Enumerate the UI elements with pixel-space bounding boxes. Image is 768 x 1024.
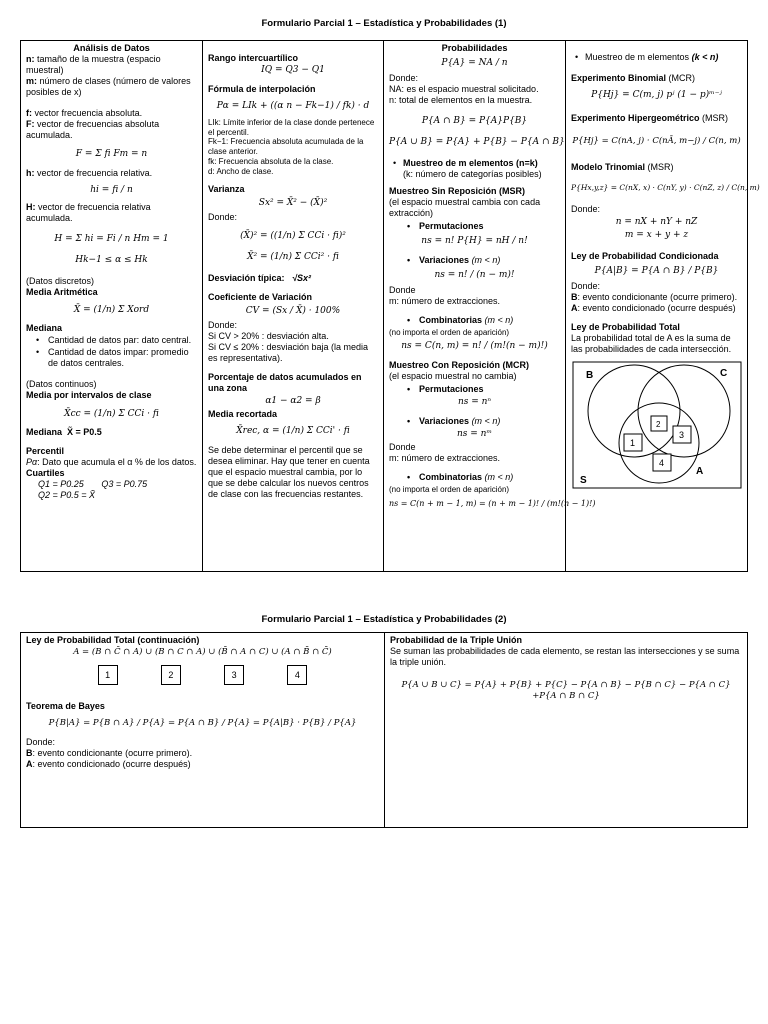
column-dispersion: [202, 41, 383, 571]
triple-union-text: Se suman las probabilidades de cada elemento, se restan las intersecciones y se suma la triple unión.: [390, 645, 740, 667]
comb2-note: (no importa el orden de aparición): [389, 485, 510, 495]
label-datos-continuos: (Datos continuos): [26, 378, 97, 389]
formula-interpolacion: Pα = LIk + ((α n − Fk−1) / fk) · d: [216, 100, 370, 111]
def-a-condicionado: A: evento condicionado (ocurre después): [26, 758, 191, 769]
heading-mediana: Mediana: [26, 322, 63, 333]
formula-media-recortada: X̄rec, α = (1/n) Σ CCi' · fi: [236, 425, 350, 436]
heading-media-recortada: Media recortada: [208, 408, 278, 419]
formula-bayes: P{B|A} = P{B ∩ A} / P{A} = P{A ∩ B} / P{A} = P{A|B} · P{B} / P{A}: [48, 718, 357, 729]
heading-triple-union: Probabilidad de la Triple Unión: [390, 635, 523, 645]
heading-varianza: Varianza: [208, 184, 245, 195]
formula-x2bar: X̄² = (1/n) Σ CCi² · fi: [247, 252, 339, 263]
def-f: f: vector frecuencia absoluta.: [26, 108, 143, 119]
column-prob-total-bayes: [21, 633, 384, 827]
formula-trinomial: P{Hx,y,z} = C(nX, x) · C(nY, y) · C(nZ, z) / C(n, m): [571, 183, 760, 193]
label-donde: Donde:: [571, 281, 601, 292]
formula-combinatorias-mcr: ns = C(n + m − 1, m) = (n + m − 1)! / (m!(n − 1)!): [389, 498, 596, 508]
def-m: m: número de clases (número de valores posibles de x): [26, 76, 191, 98]
column-triple-union: [384, 633, 747, 827]
cuartiles-line: Q1 = P0.25 Q3 = P0.75: [38, 479, 148, 490]
list-item: • Muestreo de m elementos (n=k) (k: número de categorías posibles): [389, 158, 560, 180]
list-item: • Cantidad de datos par: dato central.: [26, 335, 197, 346]
mcr-note: (el espacio muestral no cambia): [389, 371, 517, 382]
label-donde: Donde:: [571, 204, 601, 215]
formula-cv: CV = (Sx / X̄) · 100%: [245, 306, 341, 317]
venn-region-4-label: 4: [658, 458, 664, 468]
formula-h: hi = fi / n: [90, 184, 133, 195]
heading-cuartiles: Cuartiles: [26, 468, 65, 479]
formula-sheet-2: [20, 632, 748, 828]
list-item: • Variaciones (m < n): [389, 255, 560, 266]
cv-alta: Si CV > 20% : desviación alta.: [208, 331, 329, 342]
formula-rango: IQ = Q3 − Q1: [261, 64, 325, 75]
formula-m-total: m = x + y + z: [624, 230, 689, 241]
venn-diagram: [572, 361, 742, 489]
label-donde: Donde:: [26, 736, 56, 747]
heading-prob-total-cont: Ley de Probabilidad Total (continuación): [26, 635, 200, 645]
formula-variaciones: ns = n! / (n − m)!: [434, 269, 515, 280]
def-n: n: tamaño de la muestra (espacio muestral): [26, 54, 161, 76]
formula-media: X̄ = (1/n) Σ Xord: [73, 304, 150, 315]
label-donde: Donde:: [208, 212, 238, 223]
partition-box-1: 1: [98, 665, 118, 685]
cuartiles-q2: Q2 = P0.5 = X̃: [38, 490, 96, 501]
def-h: h: vector de frecuencia relativa.: [26, 167, 153, 178]
formula-variaciones-mcr: ns = nᵐ: [457, 429, 492, 440]
comb-note: (no importa el orden de aparición): [389, 327, 510, 337]
heading-mcr: Muestreo Con Reposición (MCR): [389, 360, 530, 371]
def-H: H: vector de frecuencia relativa acumulada.: [26, 201, 151, 223]
def-na: NA: es el espacio muestral solicitado.: [389, 84, 539, 95]
heading-interpolacion: Fórmula de interpolación: [208, 83, 316, 94]
desviacion-line: Desviación típica: √Sx²: [208, 273, 311, 284]
partition-box-2: 2: [161, 665, 181, 685]
heading-trinomial: Modelo Trinomial (MSR): [571, 162, 674, 173]
venn-label-b: B: [585, 370, 593, 381]
def-b-condicionante: B: evento condicionante (ocurre primero).: [571, 292, 738, 303]
venn-label-c: C: [719, 368, 727, 379]
label-donde-2: Donde:: [208, 320, 238, 331]
cv-baja: Si CV ≤ 20% : desviación baja (la media es representativa).: [208, 342, 369, 364]
def-li: LIk: Límite inferior de la clase donde pertenece el percentil.: [208, 117, 375, 137]
venn-region-1-label: 1: [629, 438, 635, 448]
def-m-extracciones: m: número de extracciones.: [389, 295, 501, 306]
formula-H: H = Σ hi = Fi / n Hm = 1: [54, 233, 169, 244]
heading-bayes: Teorema de Bayes: [26, 701, 105, 712]
formula-union: P{A ∪ B} = P{A} + P{B} − P{A ∩ B}: [389, 137, 565, 148]
partition-box-4: 4: [287, 665, 307, 685]
heading-media-intervalos: Media por intervalos de clase: [26, 389, 152, 400]
def-d: d: Ancho de clase.: [208, 166, 274, 176]
def-fk1: Fk−1: Frecuencia absoluta acumulada de la clase anterior.: [208, 137, 364, 157]
list-item: • Combinatorias (m < n): [389, 315, 560, 326]
column-experimentos: [565, 41, 760, 571]
def-m-extracciones-2: m: número de extracciones.: [389, 453, 501, 464]
venn-region-3-label: 3: [678, 430, 684, 440]
heading-rango: Rango intercuartílico: [208, 53, 299, 63]
heading-condicionada: Ley de Probabilidad Condicionada: [571, 251, 719, 262]
recortada-text: Se debe determinar el percentil que se desea eliminar. Hay que tener en cuenta que el espacio muestral cambia, por lo que se debe calcular los nuevos centros de clase con las frecuencias restantes.: [208, 444, 370, 499]
heading-percentil: Percentil: [26, 446, 65, 457]
list-item: • Permutaciones: [389, 384, 560, 395]
def-b-condicionante: B: evento condicionante (ocurre primero).: [26, 747, 193, 758]
def-a-condicionado: A: evento condicionado (ocurre después): [571, 303, 736, 314]
heading-coef-variacion: Coeficiente de Variación: [208, 292, 313, 303]
list-item: • Variaciones (m < n): [389, 416, 560, 427]
def-n-total: n: total de elementos en la muestra.: [389, 95, 533, 106]
formula-pa: P{A} = NA / n: [441, 58, 508, 69]
formula-porcentaje: α1 − α2 = β: [265, 395, 321, 406]
label-donde: Donde:: [389, 73, 419, 84]
heading-prob-total: Ley de Probabilidad Total: [571, 322, 680, 333]
heading-msr: Muestreo Sin Reposición (MSR): [389, 185, 526, 196]
formula-hipergeometrico: P{Hj} = C(nA, j) · C(nĀ, m−j) / C(n, m): [572, 135, 741, 146]
def-fk: fk: Frecuencia absoluta de la clase.: [208, 156, 334, 166]
formula-xbar2: (X̄)² = ((1/n) Σ CCi · fi)²: [240, 231, 346, 242]
column-probabilidades: [383, 41, 596, 571]
mediana-line: Mediana X̃ = P0.5: [26, 427, 102, 438]
list-item: • Cantidad de datos impar: promedio de datos centrales.: [26, 347, 197, 369]
formula-Hk: Hk−1 ≤ α ≤ Hk: [75, 254, 148, 265]
label-donde: Donde: [389, 442, 416, 453]
formula-interseccion: P{A ∩ B} = P{A}P{B}: [421, 116, 528, 127]
formula-media-cc: X̄cc = (1/n) Σ CCi · fi: [64, 408, 159, 419]
percentil-def: Pα: Dato que acumula el α % de los datos.: [26, 457, 197, 468]
prob-total-text: La probabilidad total de A es la suma de las probabilidades de cada intersección.: [571, 333, 732, 355]
label-datos-discretos: (Datos discretos): [26, 275, 95, 286]
page-title-1: Formulario Parcial 1 – Estadística y Probabilidades (1): [261, 18, 507, 29]
page-title-2: Formulario Parcial 1 – Estadística y Probabilidades (2): [261, 614, 507, 625]
formula-triple-union-cont: +P{A ∩ B ∩ C}: [532, 691, 600, 702]
formula-sheet-1: [20, 40, 760, 572]
partition-boxes: [26, 665, 379, 685]
column-analisis-datos: [21, 41, 202, 571]
formula-triple-union: P{A ∪ B ∪ C} = P{A} + P{B} + P{C} − P{A ∩ B} − P{B ∩ C} − P{A ∩ C}: [401, 679, 731, 690]
formula-varianza: Sx² = X̄² − (X̄)²: [258, 198, 328, 209]
label-donde: Donde: [389, 284, 416, 295]
def-F: F: vector de frecuencias absoluta acumulada.: [26, 119, 160, 141]
heading-probabilidades: Probabilidades: [441, 43, 508, 53]
heading-porcentaje: Porcentaje de datos acumulados en una zona: [208, 372, 362, 393]
formula-n-total: n = nX + nY + nZ: [615, 217, 698, 228]
formula-permutaciones: ns = n! P{H} = nH / n!: [421, 235, 528, 246]
formula-combinatorias: ns = C(n, m) = n! / (m!(n − m)!): [401, 341, 548, 352]
formula-condicionada: P{A|B} = P{A ∩ B} / P{B}: [594, 266, 719, 277]
partition-box-3: 3: [224, 665, 244, 685]
heading-analisis-datos: Análisis de Datos: [73, 43, 150, 53]
heading-binomial: Experimento Binomial (MCR): [571, 72, 696, 83]
venn-label-a: A: [695, 466, 703, 477]
heading-hipergeometrico: Experimento Hipergeométrico (MSR): [571, 112, 729, 123]
list-item: • Muestreo de m elementos (k < n): [571, 52, 742, 63]
list-item: • Combinatorias (m < n): [389, 472, 560, 483]
formula-permutaciones-mcr: ns = nⁿ: [457, 397, 492, 408]
formula-binomial: P{Hj} = C(m, j) pʲ (1 − p)ᵐ⁻ʲ: [591, 89, 722, 100]
heading-media-aritmetica: Media Aritmética: [26, 286, 98, 297]
list-item: • Permutaciones: [389, 221, 560, 232]
formula-F: F = Σ fi Fm = n: [75, 149, 148, 159]
msr-note: (el espacio muestral cambia con cada extracción): [389, 196, 541, 218]
venn-label-s: S: [579, 475, 587, 486]
formula-particion: A = (B ∩ C̄ ∩ A) ∪ (B ∩ C ∩ A) ∪ (B̄ ∩ A ∩ C) ∪ (A ∩ B̄ ∩ C̄): [73, 646, 332, 657]
venn-region-2-label: 2: [655, 420, 660, 429]
